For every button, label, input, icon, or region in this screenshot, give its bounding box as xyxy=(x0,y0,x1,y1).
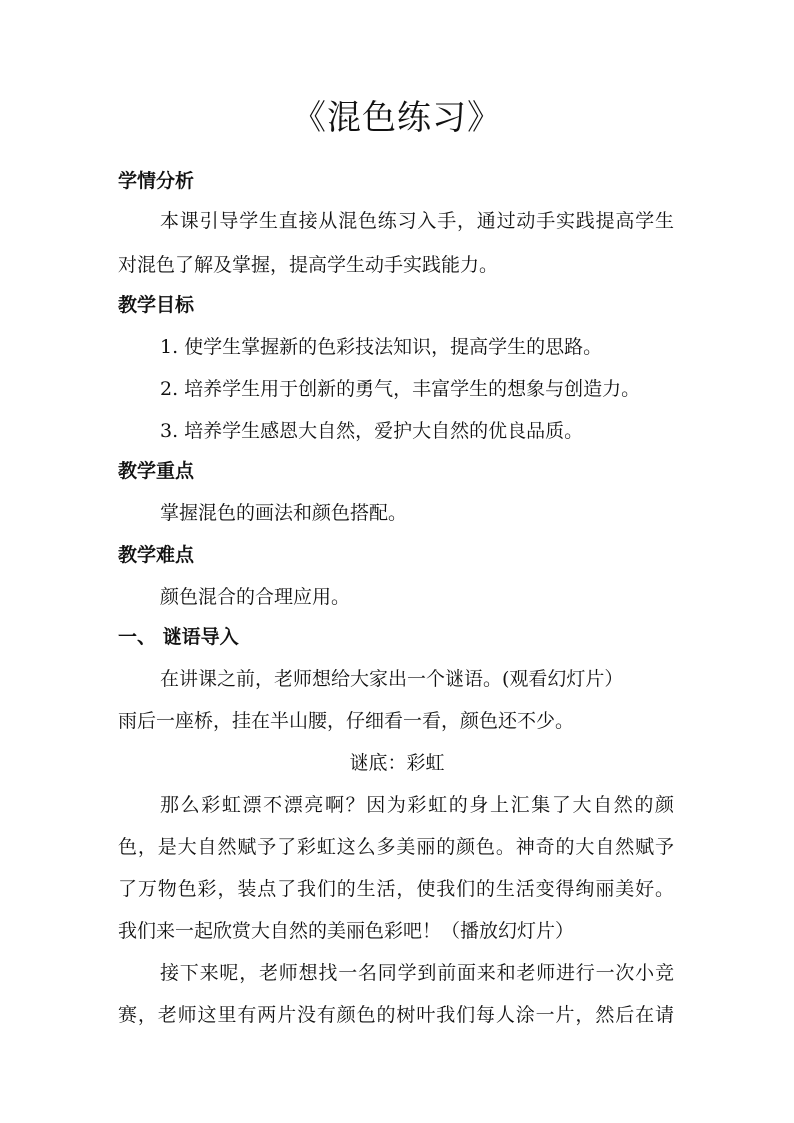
intro-p2-line-3: 了万物色彩，装点了我们的生活，使我们的生活变得绚丽美好。 xyxy=(118,878,674,900)
goal-item-2: 2. 培养学生用于创新的勇气，丰富学生的想象与创造力。 xyxy=(160,378,641,400)
heading-focus: 教学重点 xyxy=(118,460,195,482)
intro-line-2: 雨后一座桥，挂在半山腰，仔细看一看，颜色还不少。 xyxy=(118,710,575,732)
focus-text: 掌握混色的画法和颜色搭配。 xyxy=(160,502,408,524)
intro-line-1: 在讲课之前，老师想给大家出一个谜语。(观看幻灯片） xyxy=(160,668,624,690)
heading-intro: 一、 谜语导入 xyxy=(118,626,239,648)
analysis-line-1: 本课引导学生直接从混色练习入手，通过动手实践提高学生 xyxy=(160,210,674,232)
intro-p3-line-2: 赛，老师这里有两片没有颜色的树叶我们每人涂一片，然后在请 xyxy=(118,1004,674,1026)
intro-p2-line-2: 色，是大自然赋予了彩虹这么多美丽的颜色。神奇的大自然赋予 xyxy=(118,836,674,858)
goal-item-3: 3. 培养学生感恩大自然，爱护大自然的优良品质。 xyxy=(160,420,584,442)
intro-p2-line-1: 那么彩虹漂不漂亮啊？因为彩虹的身上汇集了大自然的颜 xyxy=(160,794,674,816)
heading-difficulty: 教学难点 xyxy=(118,544,195,566)
difficulty-text: 颜色混合的合理应用。 xyxy=(160,586,351,608)
heading-analysis: 学情分析 xyxy=(118,170,195,192)
goal-item-1: 1. 使学生掌握新的色彩技法知识，提高学生的思路。 xyxy=(160,336,603,358)
analysis-line-2: 对混色了解及掌握，提高学生动手实践能力。 xyxy=(118,254,499,276)
document-title: 《混色练习》 xyxy=(292,98,502,138)
riddle-answer: 谜底：彩虹 xyxy=(349,752,445,774)
intro-p3-line-1: 接下来呢，老师想找一名同学到前面来和老师进行一次小竞 xyxy=(160,962,674,984)
intro-p2-line-4: 我们来一起欣赏大自然的美丽色彩吧！（播放幻灯片） xyxy=(118,920,575,942)
heading-goals: 教学目标 xyxy=(118,294,195,316)
